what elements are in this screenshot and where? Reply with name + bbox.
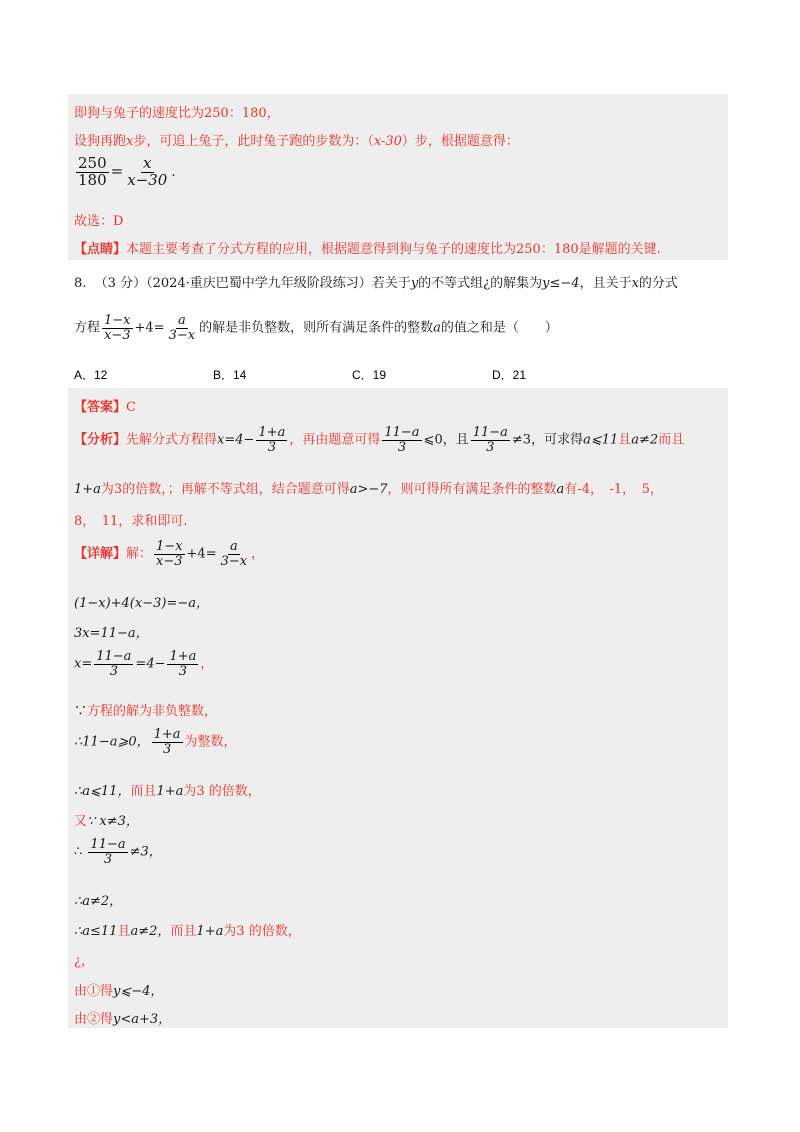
option-b[interactable]: B．14 xyxy=(213,368,247,382)
option-c[interactable]: C．19 xyxy=(352,368,387,382)
detail-step-6: ∴11−a⩾0， $\frac{1+a}{3}$ 为整数， xyxy=(74,727,237,757)
detail-step-11: ∴a≤11且a≠2，而且1+a为3 的倍数， xyxy=(74,924,301,939)
answer-line: 【答案】C xyxy=(74,400,136,415)
detail-line-1: 【详解】解： $\frac{1-x}{x-3}$ +4= $\frac{a}{3-x}$ ， xyxy=(74,539,265,569)
question-equation-line: 方程 $\frac{1-x}{x-3}$ +4= $\frac{a}{3-x}$ 的解是非负整数，则所有满足条件的整数a的值之和是（ ） xyxy=(74,313,558,343)
detail-step-5: ∵方程的解为非负整数， xyxy=(74,704,218,719)
option-d[interactable]: D．21 xyxy=(492,368,527,382)
ratio-equation: $\frac{250}{180}$ = $\frac{x}{x-30}$ . xyxy=(78,154,176,189)
analysis-line-1: 【分析】先解分式方程得x=4− $\frac{1+a}{3}$ ，再由题意可得 $\frac{11-a}{3}$ ⩽0，且 $\frac{11-a}{3}$ ≠3，可求得a⩽11且a≠2而且 xyxy=(74,425,685,455)
detail-step-7: ∴a⩽11，而且1+a为3 的倍数， xyxy=(74,784,261,799)
detail-step-3: 3x=11−a， xyxy=(74,626,149,641)
detail-step-12: ¿， xyxy=(74,954,94,969)
detail-step-8: 又∵ x≠3， xyxy=(74,814,139,829)
analysis-line-2: 1+a为3的倍数，；再解不等式组，结合题意可得a>−7，则可得所有满足条件的整数a有-4， -1， 5， xyxy=(74,482,663,497)
detail-step-2: (1−x)+4(x−3)=−a， xyxy=(74,596,209,611)
detail-step-13: 由①得y⩽−4， xyxy=(74,984,164,999)
choice-line: 故选：D xyxy=(74,214,124,229)
detail-step-9: ∴ $\frac{11-a}{3}$ ≠3， xyxy=(74,837,162,867)
analysis-line-3: 8， 11，求和即可. xyxy=(74,514,188,529)
detail-step-4: x= $\frac{11-a}{3}$ =4− $\frac{1+a}{3}$ ， xyxy=(74,649,214,679)
comment-line: 【点睛】本题主要考查了分式方程的应用，根据题意得到狗与兔子的速度比为250：180是解题的关键. xyxy=(74,242,661,257)
speed-ratio-line: 即狗与兔子的速度比为250：180， xyxy=(74,106,280,121)
option-a[interactable]: A．12 xyxy=(74,368,108,382)
setup-line: 设狗再跑x步，可追上兔子，此时兔子跑的步数为：（x-30）步，根据题意得： xyxy=(74,134,519,149)
detail-step-10: ∴a≠2， xyxy=(74,894,123,909)
detail-step-14: 由②得y<a+3， xyxy=(74,1012,172,1027)
question-stem: 8. （3 分）（2024·重庆巴蜀中学九年级阶段练习）若关于y的不等式组¿的解集为y≤−4，且关于x的分式 xyxy=(74,276,678,291)
